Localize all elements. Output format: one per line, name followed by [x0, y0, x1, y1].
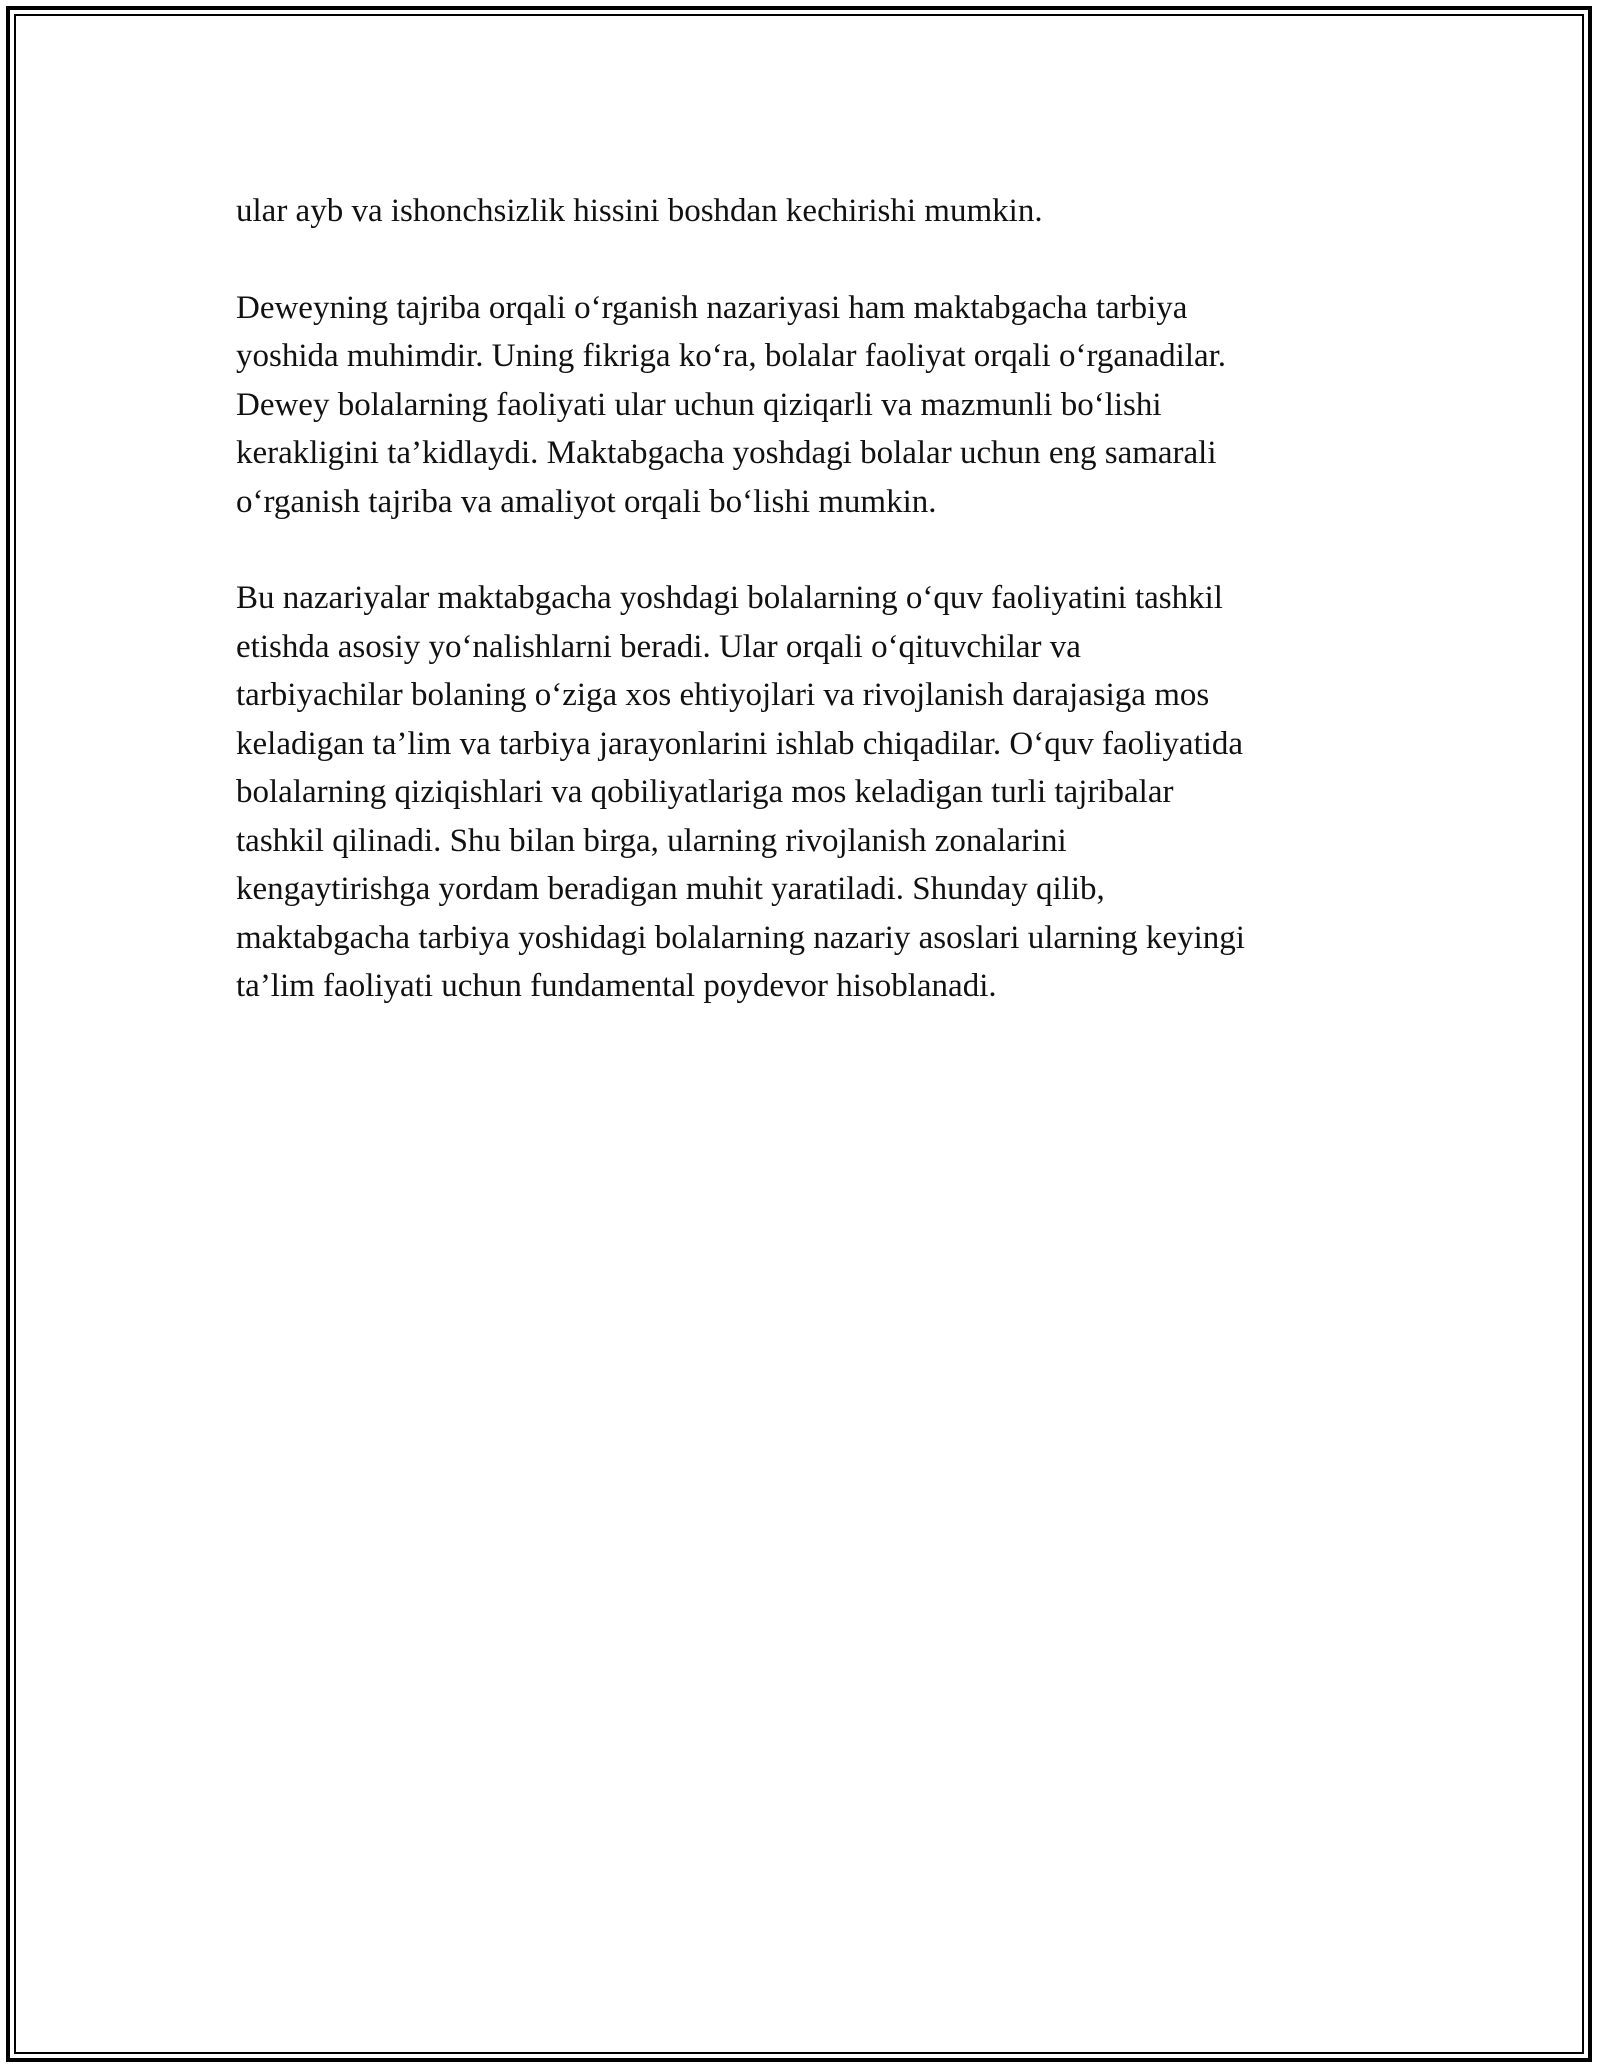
- paragraph-3: Bu nazariyalar maktabgacha yoshdagi bolalarning o‘quv faoliyatini tashkil etishda asosiy yo‘nalishlarni beradi. Ular orqali o‘qituvchilar va tarbiyachilar bolaning o‘ziga xos ehtiyojlari va rivojlanish darajasiga mos keladigan ta’lim va tarbiya jarayonlarini ishlab chiqadilar. O‘quv faoliyatida bolalarning qiziqishlari va qobiliyatlariga mos keladigan turli tajribalar tashkil qilinadi. Shu bilan birga, ularning rivojlanish zonalarini kengaytirishga yordam beradigan muhit yaratiladi. Shunday qilib, maktabgacha tarbiya yoshidagi bolalarning nazariy asoslari ularning keyingi ta’lim faoliyati uchun fundamental poydevor hisoblanadi.: [236, 580, 1245, 1004]
- paragraph-1: ular ayb va ishonchsizlik hissini boshdan kechirishi mumkin.: [236, 193, 1043, 229]
- paragraph-2: Deweyning tajriba orqali o‘rganish nazariyasi ham maktabgacha tarbiya yoshida muhimdir. Uning fikriga ko‘ra, bolalar faoliyat orqali o‘rganadilar. Dewey bolalarning faoliyati ular uchun qiziqarli va mazmunli bo‘lishi kerakligini ta’kidlaydi. Maktabgacha yoshdagi bolalar uchun eng samarali o‘rganish tajriba va amaliyot orqali bo‘lishi mumkin.: [236, 289, 1227, 520]
- document-body: [236, 187, 1366, 1059]
